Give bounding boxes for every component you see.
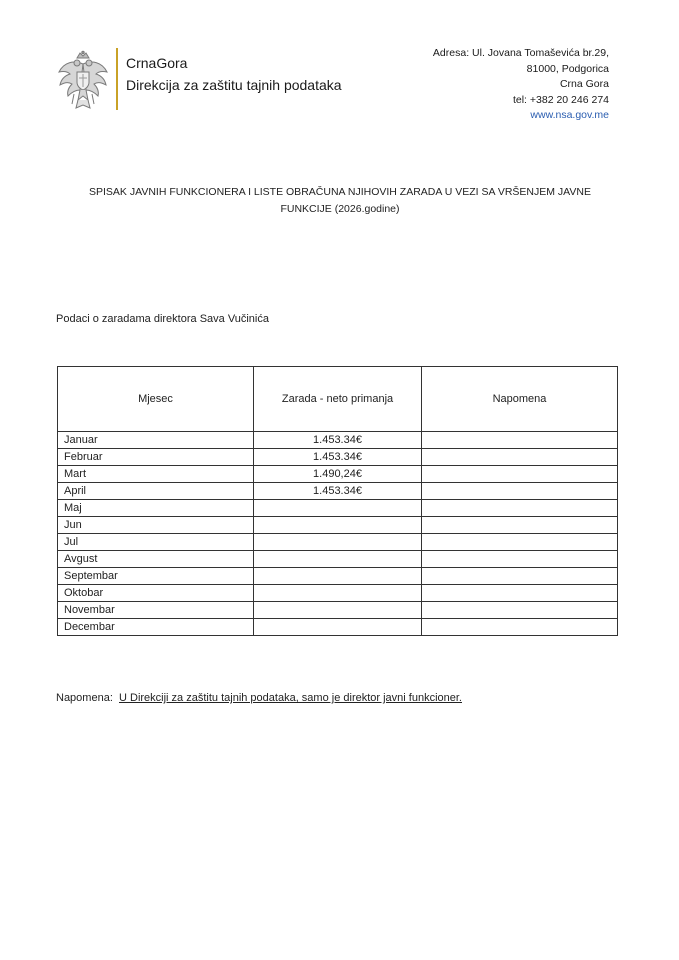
website-link[interactable]: www.nsa.gov.me <box>530 109 609 121</box>
wage-cell: 1.490,24€ <box>254 466 422 483</box>
column-header-note: Napomena <box>422 367 618 432</box>
footnote-text: U Direkciji za zaštitu tajnih podataka, samo je direktor javni funkcioner. <box>119 692 462 704</box>
month-cell: Maj <box>58 500 254 517</box>
note-cell <box>422 568 618 585</box>
wage-cell <box>254 585 422 602</box>
month-cell: Jun <box>58 517 254 534</box>
table-row <box>58 602 618 619</box>
agency-name: Direkcija za zaštitu tajnih podataka <box>126 77 342 93</box>
table-header-row <box>58 367 618 432</box>
month-cell: Avgust <box>58 551 254 568</box>
month-cell: Oktobar <box>58 585 254 602</box>
footnote <box>56 692 462 704</box>
note-cell <box>422 534 618 551</box>
document-title <box>60 184 620 218</box>
column-header-month: Mjesec <box>58 367 254 432</box>
title-line: FUNKCIJE (2026.godine) <box>280 203 400 215</box>
wage-cell: 1.453.34€ <box>254 449 422 466</box>
table-row <box>58 534 618 551</box>
address-line: Adresa: Ul. Jovana Tomaševića br.29, <box>432 47 609 59</box>
table-row <box>58 517 618 534</box>
month-cell: Septembar <box>58 568 254 585</box>
table-row <box>58 449 618 466</box>
month-cell: Jul <box>58 534 254 551</box>
wage-cell <box>254 500 422 517</box>
note-cell <box>422 551 618 568</box>
coat-of-arms-icon <box>56 50 110 110</box>
month-cell: Januar <box>58 432 254 449</box>
wages-table <box>57 366 618 636</box>
wage-cell <box>254 568 422 585</box>
wage-cell <box>254 517 422 534</box>
table-row <box>58 500 618 517</box>
country-name: CrnaGora <box>126 55 188 71</box>
wage-cell: 1.453.34€ <box>254 432 422 449</box>
note-cell <box>422 619 618 636</box>
address-block <box>433 46 609 124</box>
table-row <box>58 551 618 568</box>
wage-cell <box>254 619 422 636</box>
note-cell <box>422 449 618 466</box>
address-line: 81000, Podgorica <box>526 62 609 75</box>
note-cell <box>422 517 618 534</box>
phone-line: tel: +382 20 246 274 <box>512 93 609 106</box>
wage-cell <box>254 602 422 619</box>
footnote-label: Napomena: <box>56 692 113 704</box>
letterhead-divider <box>116 48 118 110</box>
wage-cell <box>254 534 422 551</box>
wage-cell: 1.453.34€ <box>254 483 422 500</box>
section-subtitle: Podaci o zaradama direktora Sava Vučinića <box>56 313 269 325</box>
note-cell <box>422 483 618 500</box>
month-cell: Februar <box>58 449 254 466</box>
note-cell <box>422 585 618 602</box>
table-row <box>58 466 618 483</box>
table-row <box>58 585 618 602</box>
address-line: Crna Gora <box>559 78 609 90</box>
note-cell <box>422 602 618 619</box>
title-line: SPISAK JAVNIH FUNKCIONERA I LISTE OBRAČUNA NJIHOVIH ZARADA U VEZI SA VRŠENJEM JAVNE <box>89 186 591 198</box>
month-cell: Novembar <box>58 602 254 619</box>
table-row <box>58 483 618 500</box>
table-row <box>58 568 618 585</box>
organization-block <box>126 52 342 96</box>
table-row <box>58 432 618 449</box>
month-cell: April <box>58 483 254 500</box>
wage-cell <box>254 551 422 568</box>
note-cell <box>422 432 618 449</box>
note-cell <box>422 500 618 517</box>
month-cell: Mart <box>58 466 254 483</box>
table-row <box>58 619 618 636</box>
note-cell <box>422 466 618 483</box>
month-cell: Decembar <box>58 619 254 636</box>
column-header-wage: Zarada - neto primanja <box>254 367 422 432</box>
